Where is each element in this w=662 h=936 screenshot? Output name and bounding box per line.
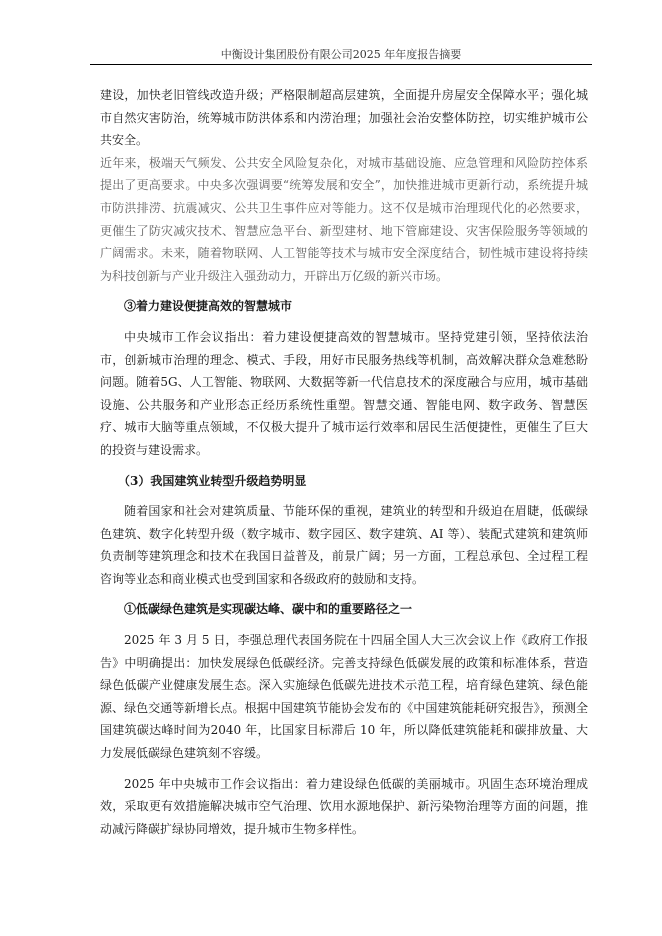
heading-industry-transformation: （3）我国建筑业转型升级趋势明显	[118, 473, 307, 488]
spacer	[100, 462, 588, 470]
page-header: 中衡设计集团股份有限公司2025 年年度报告摘要	[220, 48, 462, 61]
spacer	[100, 590, 588, 598]
paragraph-resilient-city: 近年来，极端天气频发、公共安全风险复杂化，对城市基础设施、应急管理和风险防控体系提出了更高要求。中央多次强调要“统筹发展和安全”，加快推进城市更新行动，系统提升城市防洪排涝、抗震减灾、公共卫生事件应对等能力。这不仅是城市治理现代化的必然要求，更催生了防灾减灾技术、智慧应急平台、新型建材、地下管廊建设、灾害保险服务等领域的广阔需求。未来，随着物联网、人工智能等技术与城市安全深度结合，韧性城市建设将持续为科技创新与产业升级注入强劲动力，开辟出万亿级的新兴市场。	[100, 155, 588, 283]
spacer	[100, 492, 588, 500]
document-body	[100, 84, 588, 840]
spacer	[100, 287, 588, 295]
paragraph-smart-city: 中央城市工作会议指出：着力建设便捷高效的智慧城市。坚持党建引领，坚持依法治市，创新城市治理的理念、模式、手段，用好市民服务热线等机制，高效解决群众急难愁盼问题。随着5G、人工智能、物联网、大数据等新一代信息技术的深度融合与应用，城市基础设施、公共服务和产业形态正经历系统性重塑。智慧交通、智能电网、数字政务、智慧医疗、城市大脑等重点领域，不仅极大提升了城市运行效率和居民生活便捷性，更催生了巨大的投资与建设需求。	[100, 329, 588, 457]
heading-low-carbon-building: ①低碳绿色建筑是实现碳达峰、碳中和的重要路径之一	[124, 602, 413, 617]
heading-smart-city: ③着力建设便捷高效的智慧城市	[124, 299, 293, 314]
paragraph-industry-transformation: 随着国家和社会对建筑质量、节能环保的重视，建筑业的转型和升级迫在眉睫，低碳绿色建筑、数字化转型升级（数字城市、数字园区、数字建筑、AI 等）、装配式建筑和建筑师负责制等建筑理念和技术在我国日益普及，前景广阔；另一方面，工程总承包、全过程工程咨询等业态和商业模式也受到国家和各级政府的鼓励和支持。	[100, 504, 588, 586]
paragraph-green-city: 2025 年中央城市工作会议指出：着力建设绿色低碳的美丽城市。巩固生态环境治理成效，采取更有效措施解决城市空气治理、饮用水源地保护、新污染物治理等方面的问题，推动减污降碳扩绿协同增效，提升城市生物多样性。	[100, 776, 588, 836]
spacer	[100, 765, 588, 773]
spacer	[100, 621, 588, 629]
paragraph-urban-safety-continued: 建设，加快老旧管线改造升级；严格限制超高层建筑，全面提升房屋安全保障水平；强化城市自然灾害防治，统筹城市防洪体系和内涝治理；加强社会治安整体防控，切实维护城市公共安全。	[100, 88, 588, 148]
spacer	[100, 318, 588, 326]
header-divider	[90, 64, 592, 65]
paragraph-government-report: 2025 年 3 月 5 日，李强总理代表国务院在十四届全国人大三次会议上作《政府工作报告》中明确提出：加快发展绿色低碳经济。完善支持绿色低碳发展的政策和标准体系，营造绿色低碳产业健康发展生态。深入实施绿色低碳先进技术示范工程，培育绿色建筑、绿色能源、绿色交通等新增长点。根据中国建筑节能协会发布的《中国建筑能耗研究报告》，预测全国建筑碳达峰时间为2040 年，比国家目标滞后 10 年，所以降低建筑能耗和碳排放量、大力发展低碳绿色建筑刻不容缓。	[100, 633, 588, 761]
